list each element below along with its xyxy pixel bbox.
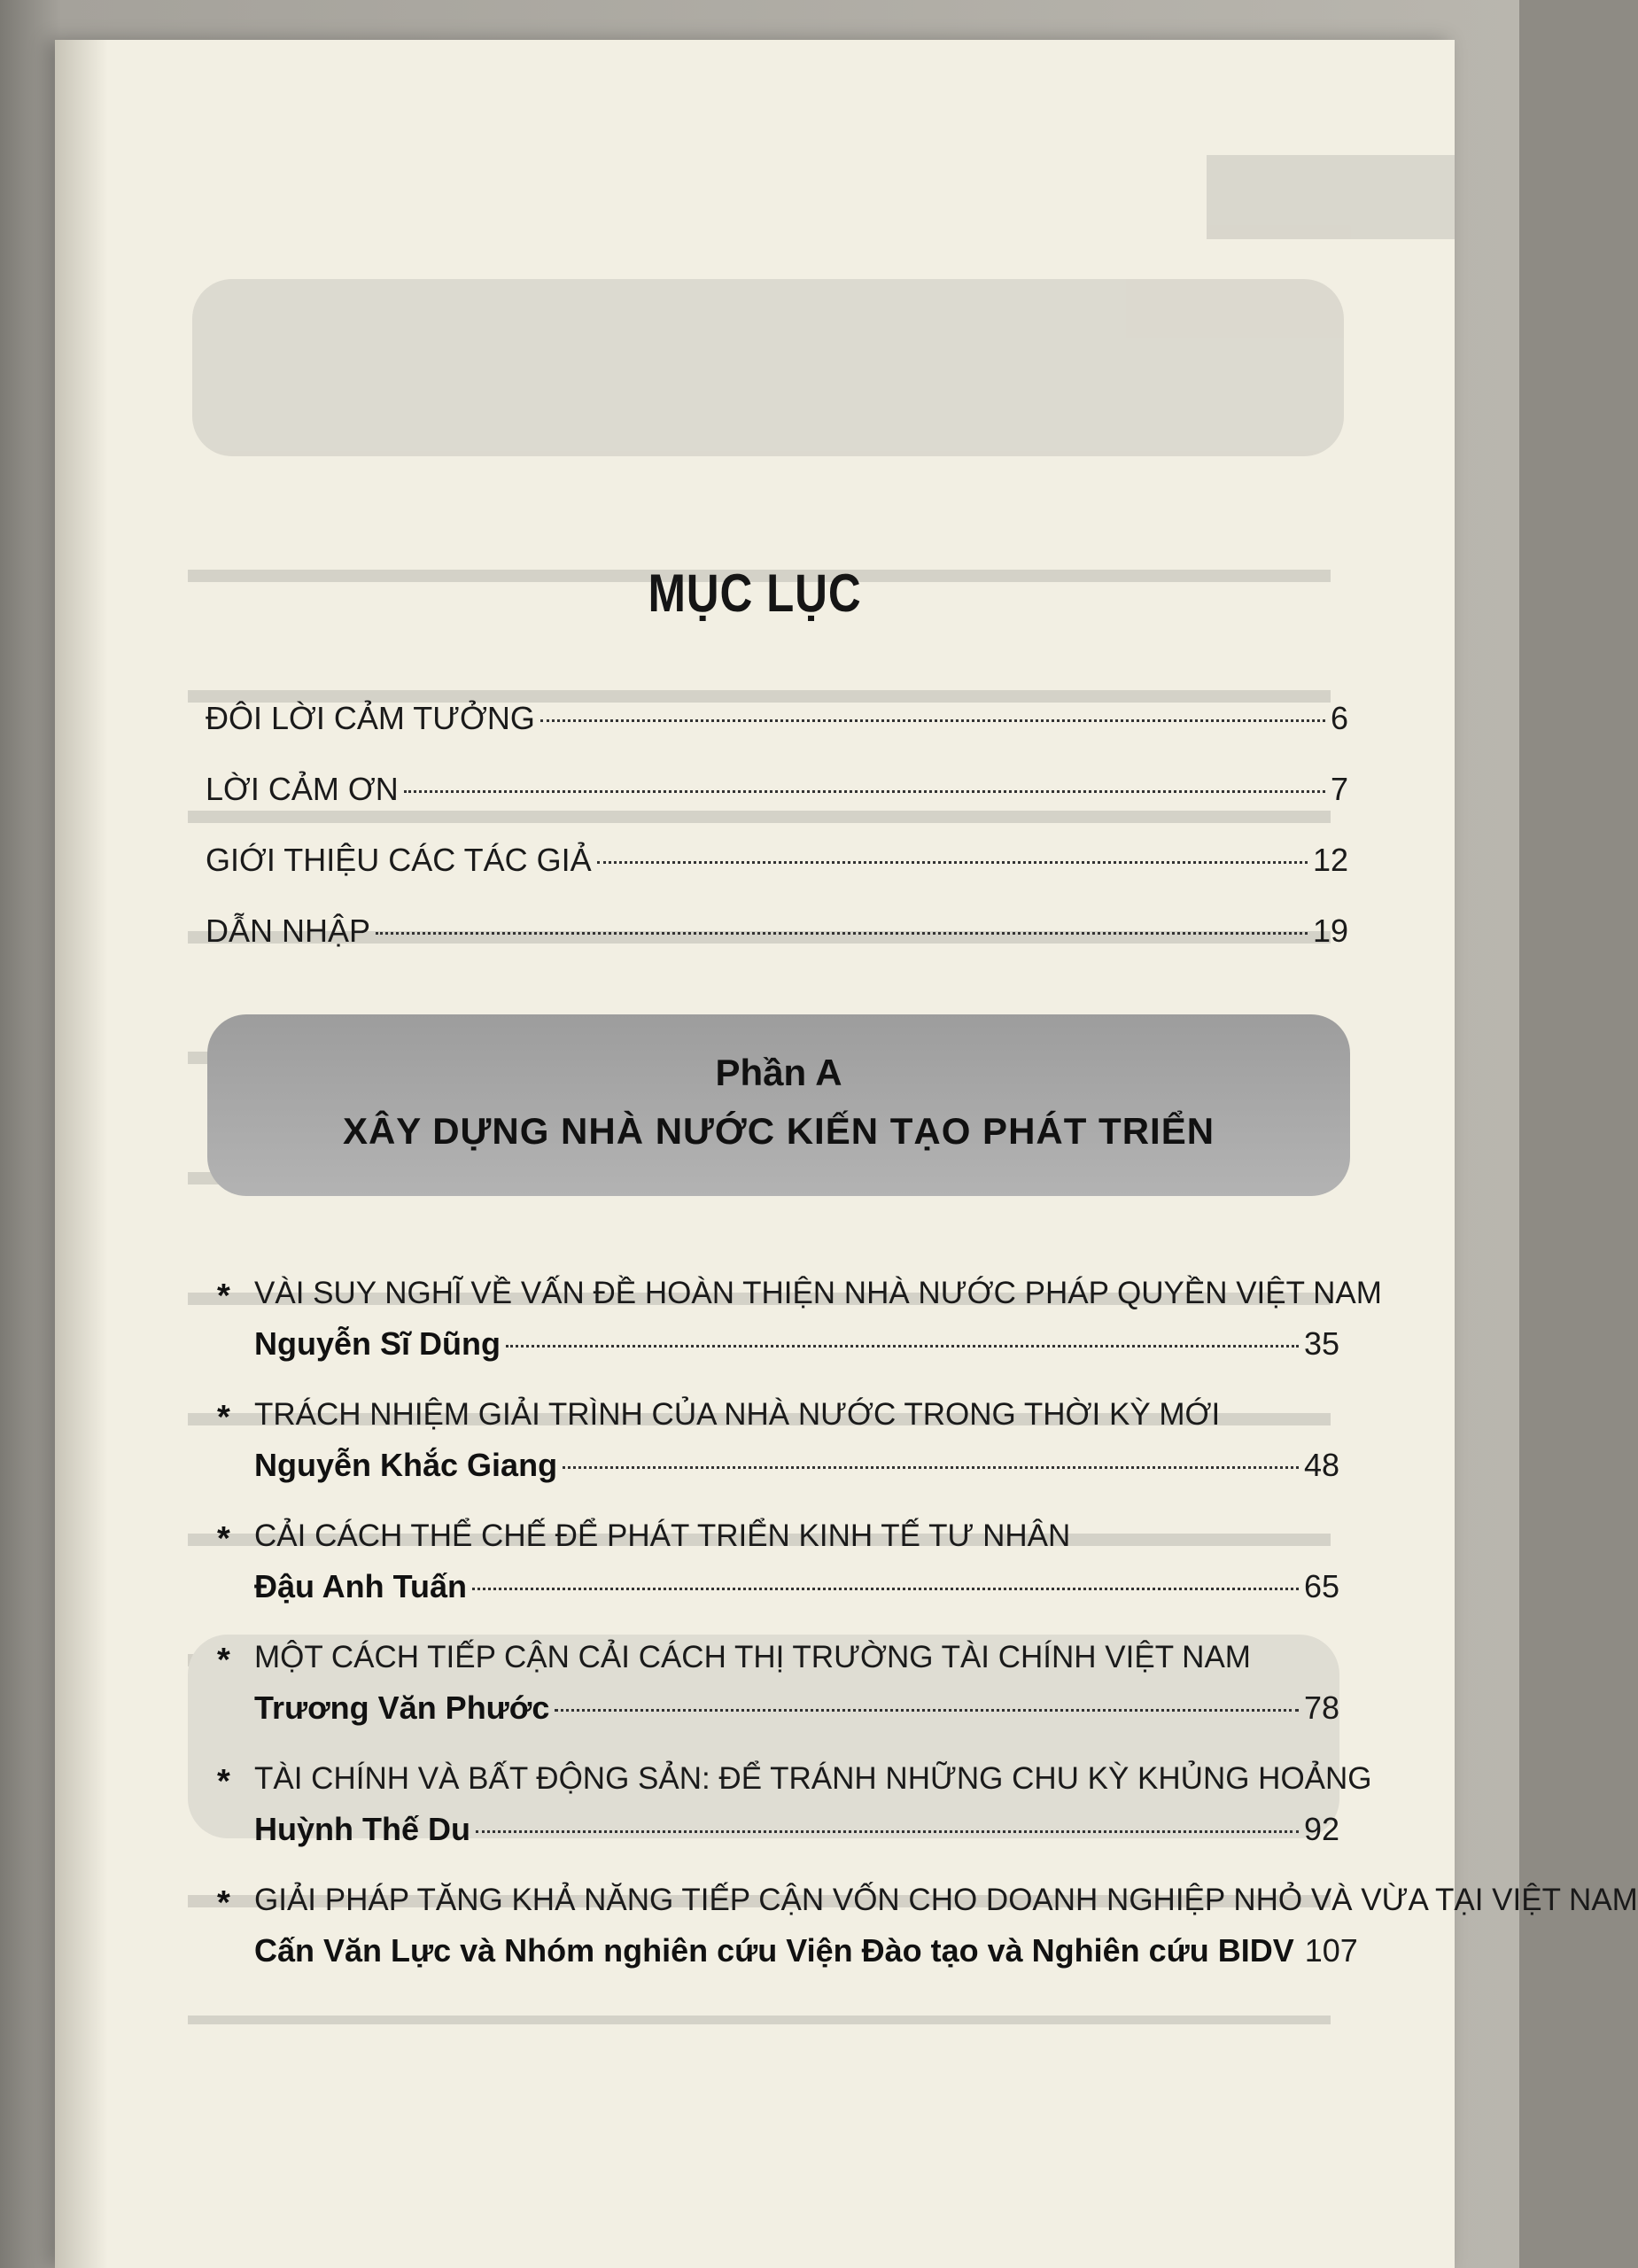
asterisk-bullet: * [217, 1399, 230, 1436]
article-page: 78 [1303, 1689, 1339, 1726]
toc-title: MỤC LỤC [648, 563, 862, 623]
intro-list [206, 700, 1348, 983]
article-author-row [254, 1447, 1339, 1484]
article-author-row [254, 1932, 1358, 1969]
toc-entry [206, 771, 1348, 813]
section-banner [207, 1014, 1350, 1196]
article-author-row [254, 1689, 1339, 1727]
part-label: Phần A [715, 1052, 842, 1093]
article-author: Nguyễn Khắc Giang [254, 1447, 558, 1483]
toc-entry-label: DẪN NHẬP [206, 913, 371, 949]
article-author: Huỳnh Thế Du [254, 1811, 470, 1847]
article-entry [217, 1276, 1382, 1397]
article-page: 48 [1303, 1447, 1339, 1483]
book-page [55, 40, 1638, 2268]
article-page: 65 [1303, 1568, 1339, 1604]
article-author: Nguyễn Sĩ Dũng [254, 1325, 501, 1362]
dot-leader [506, 1345, 1299, 1348]
article-entry [217, 1640, 1339, 1761]
article-page: 35 [1303, 1325, 1339, 1362]
article-entry [217, 1397, 1339, 1518]
asterisk-bullet: * [217, 1278, 230, 1315]
dot-leader [540, 719, 1325, 722]
article-author: Cấn Văn Lực và Nhóm nghiên cứu Viện Đào tạo và Nghiên cứu BIDV [254, 1932, 1294, 1969]
article-entry [217, 1761, 1372, 1883]
article-title: MỘT CÁCH TIẾP CẬN CẢI CÁCH THỊ TRƯỜNG TÀI CHÍNH VIỆT NAM [254, 1640, 1251, 1674]
article-page: 92 [1303, 1811, 1339, 1847]
dot-leader [472, 1588, 1299, 1590]
article-title: VÀI SUY NGHĨ VỀ VẤN ĐỀ HOÀN THIỆN NHÀ NƯỚC PHÁP QUYỀN VIỆT NAM [254, 1276, 1382, 1310]
toc-entry-page: 12 [1312, 842, 1348, 878]
toc-entry-page: 6 [1330, 700, 1348, 736]
dot-leader [376, 932, 1308, 935]
toc-entry-label: ĐÔI LỜI CẢM TƯỞNG [206, 700, 535, 736]
article-author-row [254, 1325, 1339, 1363]
dot-leader [404, 790, 1325, 793]
article-title: GIẢI PHÁP TĂNG KHẢ NĂNG TIẾP CẬN VỐN CHO DOANH NGHIỆP NHỎ VÀ VỪA TẠI VIỆT NAM [254, 1883, 1638, 1917]
toc-entry-label: LỜI CẢM ƠN [206, 771, 399, 807]
article-author: Trương Văn Phước [254, 1689, 550, 1726]
article-author-row [254, 1568, 1339, 1605]
article-page: 107 [1304, 1932, 1358, 1969]
show-through-tab [1207, 155, 1455, 239]
article-entry [217, 1518, 1339, 1640]
dot-leader [476, 1830, 1299, 1833]
asterisk-bullet: * [217, 1763, 230, 1800]
toc-entry-page: 19 [1312, 913, 1348, 949]
article-list [217, 1276, 1638, 2004]
show-through-banner [192, 279, 1344, 456]
dot-leader [563, 1466, 1299, 1469]
article-title: TRÁCH NHIỆM GIẢI TRÌNH CỦA NHÀ NƯỚC TRONG THỜI KỲ MỚI [254, 1397, 1221, 1432]
toc-entry-label: GIỚI THIỆU CÁC TÁC GIẢ [206, 842, 592, 878]
dot-leader [597, 861, 1308, 864]
asterisk-bullet: * [217, 1642, 230, 1679]
asterisk-bullet: * [217, 1520, 230, 1557]
dot-leader [555, 1709, 1299, 1712]
toc-entry [206, 913, 1348, 955]
article-title: TÀI CHÍNH VÀ BẤT ĐỘNG SẢN: ĐỂ TRÁNH NHỮNG CHU KỲ KHỦNG HOẢNG [254, 1761, 1372, 1796]
part-title: XÂY DỰNG NHÀ NƯỚC KIẾN TẠO PHÁT TRIỂN [342, 1110, 1215, 1152]
article-title: CẢI CÁCH THỂ CHẾ ĐỂ PHÁT TRIỂN KINH TẾ TƯ NHÂN [254, 1518, 1071, 1553]
article-author-row [254, 1811, 1339, 1848]
article-author: Đậu Anh Tuấn [254, 1568, 467, 1604]
asterisk-bullet: * [217, 1884, 230, 1922]
toc-entry [206, 842, 1348, 884]
toc-entry-page: 7 [1330, 771, 1348, 807]
toc-entry [206, 700, 1348, 742]
article-entry [217, 1883, 1638, 2004]
